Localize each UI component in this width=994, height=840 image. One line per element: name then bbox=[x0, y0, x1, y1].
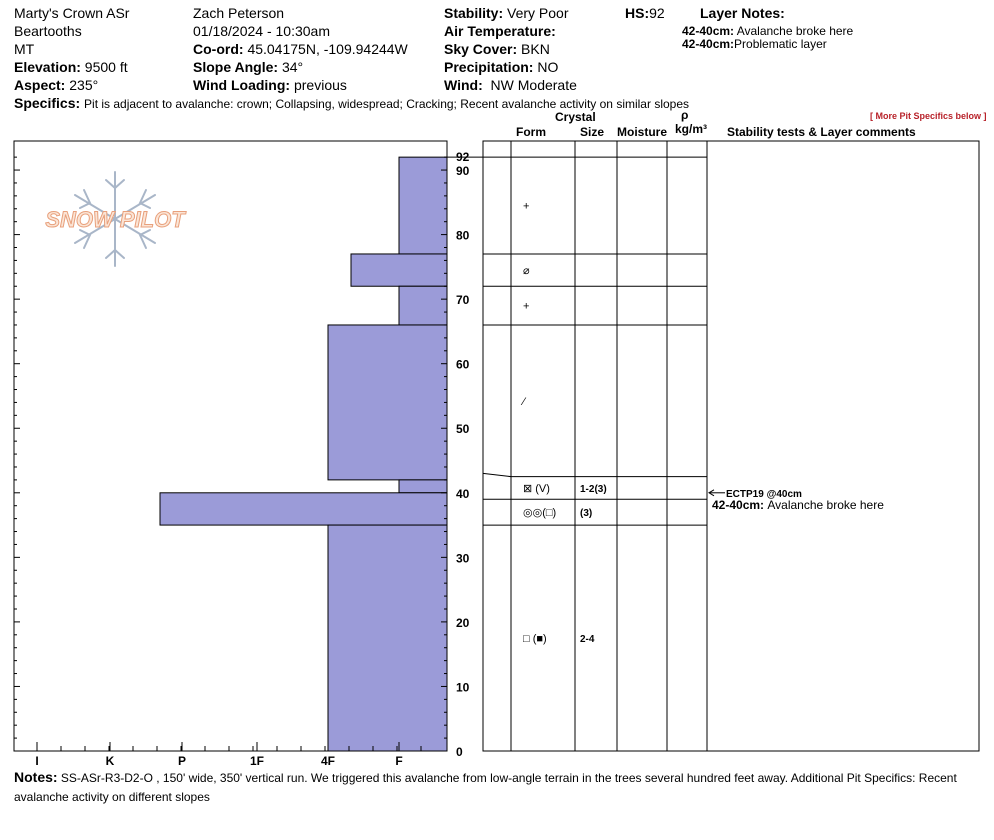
grain-size-5: (3) bbox=[580, 508, 593, 520]
snowpilot-logo bbox=[45, 172, 186, 266]
grain-form-4: ⊠ (V) bbox=[523, 482, 550, 495]
x-tick-label: K bbox=[105, 754, 115, 768]
hardness-bar-6 bbox=[328, 525, 447, 751]
air-temperature: Air Temperature: bbox=[444, 23, 556, 39]
hardness-bar-5 bbox=[160, 493, 447, 525]
y-tick-label: 40 bbox=[456, 486, 470, 501]
y-tick-label: 30 bbox=[456, 551, 470, 566]
density-unit-header: kg/m³ bbox=[675, 122, 708, 136]
grain-form-3: ⁄ bbox=[523, 395, 525, 408]
moisture-header: Moisture bbox=[617, 125, 668, 139]
density-rho-header: ρ bbox=[681, 108, 689, 122]
snowpilot-logo-text: SNOW PILOT bbox=[45, 207, 185, 232]
state: MT bbox=[14, 41, 35, 57]
x-tick-label: 4F bbox=[320, 754, 336, 768]
grain-size-4: 1-2(3) bbox=[580, 483, 607, 495]
depth-connector bbox=[483, 473, 511, 476]
hardness-bar-1 bbox=[351, 254, 447, 286]
wind: Wind: NW Moderate bbox=[444, 77, 577, 93]
y-tick-label: 10 bbox=[456, 680, 470, 695]
hardness-bar-2 bbox=[399, 286, 447, 325]
observer: Zach Peterson bbox=[193, 5, 285, 21]
stability-test-0: ECTP19 @40cm bbox=[726, 488, 802, 500]
elevation: Elevation: 9500 ft bbox=[14, 59, 128, 75]
hardness-bar-0 bbox=[399, 157, 447, 254]
crystal-header: Crystal bbox=[555, 110, 596, 124]
grain-form-2: + bbox=[523, 300, 530, 313]
wind-loading: Wind Loading: previous bbox=[193, 77, 347, 93]
layer-note-2: 42-40cm:Problematic layer bbox=[682, 37, 827, 51]
coordinates: Co-ord: 45.04175N, -109.94244W bbox=[193, 41, 408, 57]
precipitation: Precipitation: NO bbox=[444, 59, 559, 75]
form-header: Form bbox=[516, 125, 546, 139]
y-tick-label: 70 bbox=[456, 293, 470, 308]
pit-notes: Notes: SS-ASr-R3-D2-O , 150' wide, 350' vertical run. We triggered this avalanche from low-angle terrain in the trees several hundred feet away. Additional Pit Specifics: Recent avalanche activity on different slopes bbox=[14, 769, 957, 804]
datetime: 01/18/2024 - 10:30am bbox=[193, 23, 330, 39]
layer-comment-0: 42-40cm: Avalanche broke here bbox=[712, 497, 884, 512]
slope-angle: Slope Angle: 34° bbox=[193, 59, 304, 75]
stability: Stability: Very Poor bbox=[444, 5, 569, 21]
x-tick-label: I bbox=[35, 754, 39, 768]
y-tick-label: 80 bbox=[456, 228, 470, 243]
aspect: Aspect: 235° bbox=[14, 77, 99, 93]
hs-tick-label: 92 bbox=[456, 150, 470, 165]
x-tick-label: F bbox=[395, 754, 403, 768]
y-tick-label: 90 bbox=[456, 164, 470, 179]
grain-form-5: ◎◎(□) bbox=[523, 507, 557, 520]
grain-form-1: ⌀ bbox=[523, 265, 530, 278]
stability-comments-header: Stability tests & Layer comments bbox=[727, 125, 916, 139]
y-tick-label: 20 bbox=[456, 615, 470, 630]
snow-height: HS:92 bbox=[625, 5, 665, 21]
x-tick-label: P bbox=[177, 754, 187, 768]
sky-cover: Sky Cover: BKN bbox=[444, 41, 550, 57]
hardness-bar-3 bbox=[328, 325, 447, 480]
mountain-range: Beartooths bbox=[14, 23, 82, 39]
hardness-bar-4 bbox=[399, 480, 447, 493]
x-tick-label: 1F bbox=[249, 754, 265, 768]
grain-form-0: + bbox=[523, 200, 530, 213]
grain-form-6: □ (■) bbox=[523, 633, 547, 646]
y-tick-label: 50 bbox=[456, 422, 470, 437]
layer-notes-title: Layer Notes: bbox=[700, 5, 785, 21]
grain-size-6: 2-4 bbox=[580, 634, 595, 646]
size-header: Size bbox=[580, 125, 605, 139]
specifics: Specifics: Pit is adjacent to avalanche: crown; Collapsing, widespread; Cracking; Recent avalanche activity on similar slopes bbox=[14, 95, 689, 111]
layer-note-1: 42-40cm: Avalanche broke here bbox=[682, 24, 854, 38]
y-tick-label: 60 bbox=[456, 357, 470, 372]
y-tick-label: 0 bbox=[456, 745, 463, 759]
site-name: Marty's Crown ASr bbox=[14, 5, 130, 21]
more-pit-specifics-link[interactable]: [ More Pit Specifics below ] bbox=[870, 111, 987, 121]
